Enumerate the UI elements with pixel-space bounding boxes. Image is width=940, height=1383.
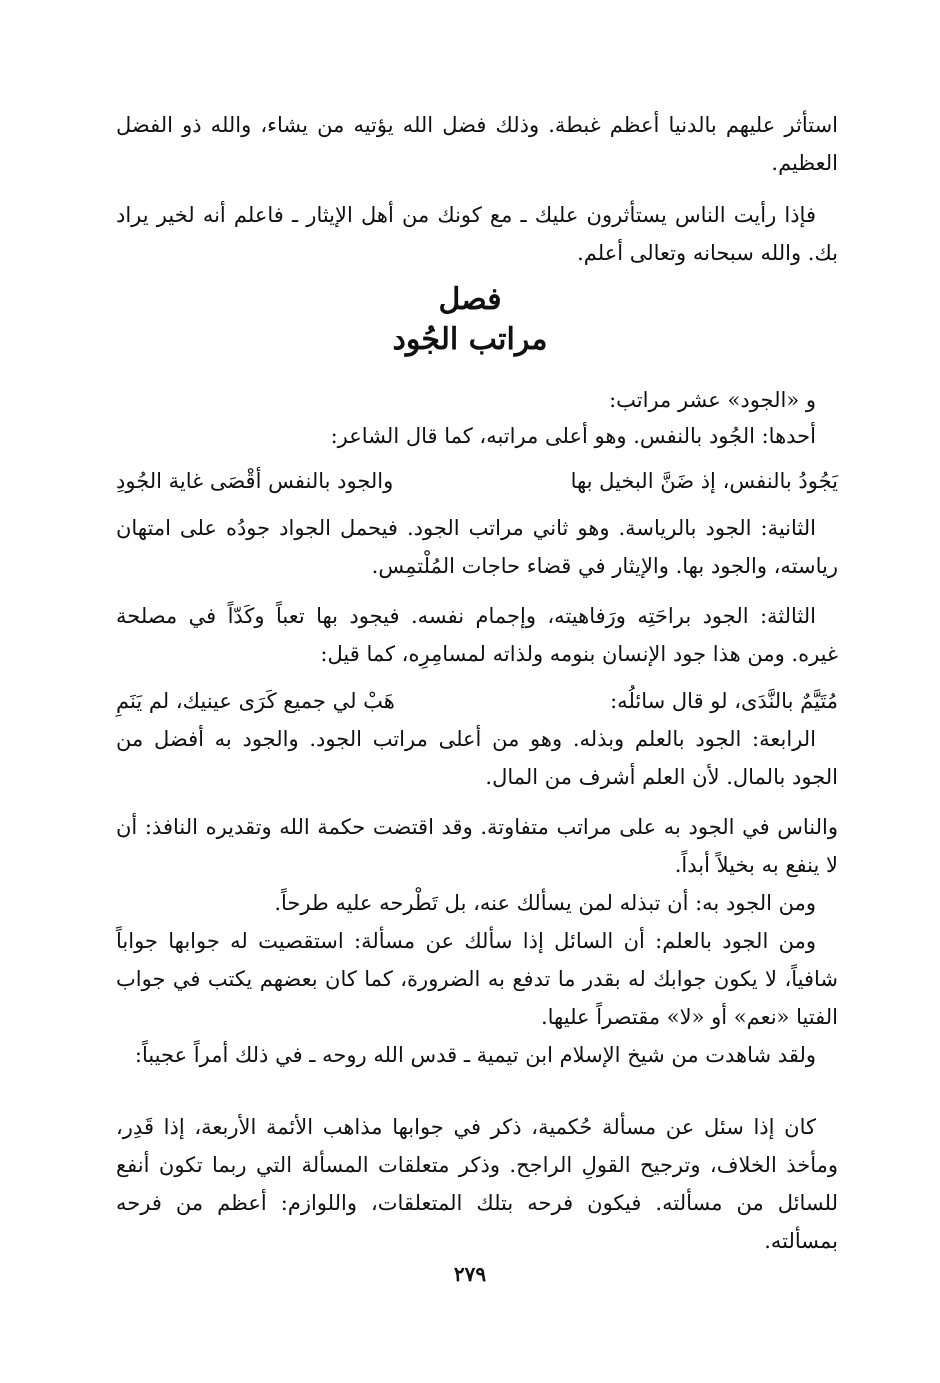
verse-one-first-hemistich: يَجُودُ بالنفس، إذ ضَنَّ البخيل بها [570, 469, 838, 493]
verse-one-second-hemistich: والجود بالنفس أقْصَى غاية الجُودِ [116, 469, 394, 493]
paragraph-third-rank: الثالثة: الجود براحَتِه ورَفاهيته، وإجمام نفسه. فيجود بها تعباً وكَدّاً في مصلحة غيره. ومن هذا جود الإنسان بنومه ولذاته لمسامِرِه، كما قيل: [116, 604, 838, 666]
section-label: فصل [438, 282, 502, 317]
paragraph-people: والناس في الجود به على مراتب متفاوتة. وقد اقتضت حكمة الله وتقديره النافذ: أن لا ينفع به بخيلاً أبداً. [116, 815, 838, 877]
paragraph-ithar: فإذا رأيت الناس يستأثرون عليك ـ مع كونك من أهل الإيثار ـ فاعلم أنه لخير يراد بك. والله سبحانه وتعالى أعلم. [116, 203, 838, 265]
verse-one [116, 462, 838, 500]
verse-two [116, 682, 838, 720]
paragraph-from-jud: ومن الجود به: أن تبذله لمن يسألك عنه، بل تَطْرحه عليه طرحاً. [274, 891, 816, 915]
paragraph-knowledge: ومن الجود بالعلم: أن السائل إذا سألك عن مسألة: استقصيت له جوابها جواباً شافياً، لا يكون جوابك له بقدر ما تدفع به الضرورة، كما كان بعضهم يكتب في جواب الفتيا «نعم» أو «لا» مقتصراً عليها. [116, 929, 838, 1029]
paragraph-opening: استأثر عليهم بالدنيا أعظم غبطة. وذلك فضل الله يؤتيه من يشاء، والله ذو الفضل العظيم. [116, 113, 838, 175]
intro-line-ranks: و «الجود» عشر مراتب: [609, 388, 816, 412]
paragraph-second-rank: الثانية: الجود بالرياسة. وهو ثاني مراتب الجود. فيحمل الجواد جودُه على امتهان رياسته، والجود بها. والإيثار في قضاء حاجات المُلْتمِس. [116, 516, 838, 578]
verse-two-second-hemistich: هَبْ لي جميع كَرَى عينيك، لم يَنَمِ [116, 689, 395, 713]
paragraph-fourth-rank: الرابعة: الجود بالعلم وبذله. وهو من أعلى مراتب الجود. والجود به أفضل من الجود بالمال. لأن العلم أشرف من المال. [116, 727, 838, 789]
intro-line-first-rank: أحدها: الجُود بالنفس. وهو أعلى مراتبه، كما قال الشاعر: [330, 424, 816, 448]
section-title: مراتب الجُود [392, 322, 548, 357]
paragraph-final: كان إذا سئل عن مسألة حُكمية، ذكر في جوابها مذاهب الأئمة الأربعة، إذا قَدِر، ومأخذ الخلاف، وترجيح القولِ الراجح. وذكر متعلقات المسألة التي ربما تكون أنفع للسائل من مسألته. فيكون فرحه بتلك المتعلقات، واللوازم: أعظم من فرحه بمسألته. [116, 1115, 838, 1253]
paragraph-witness: ولقد شاهدت من شيخ الإسلام ابن تيمية ـ قدس الله روحه ـ في ذلك أمراً عجيباً: [134, 1043, 816, 1067]
verse-two-first-hemistich: مُتَيَّمٌ بالنَّدَى، لو قال سائلُه: [610, 689, 838, 713]
page-number: ٢٧٩ [453, 1262, 487, 1286]
